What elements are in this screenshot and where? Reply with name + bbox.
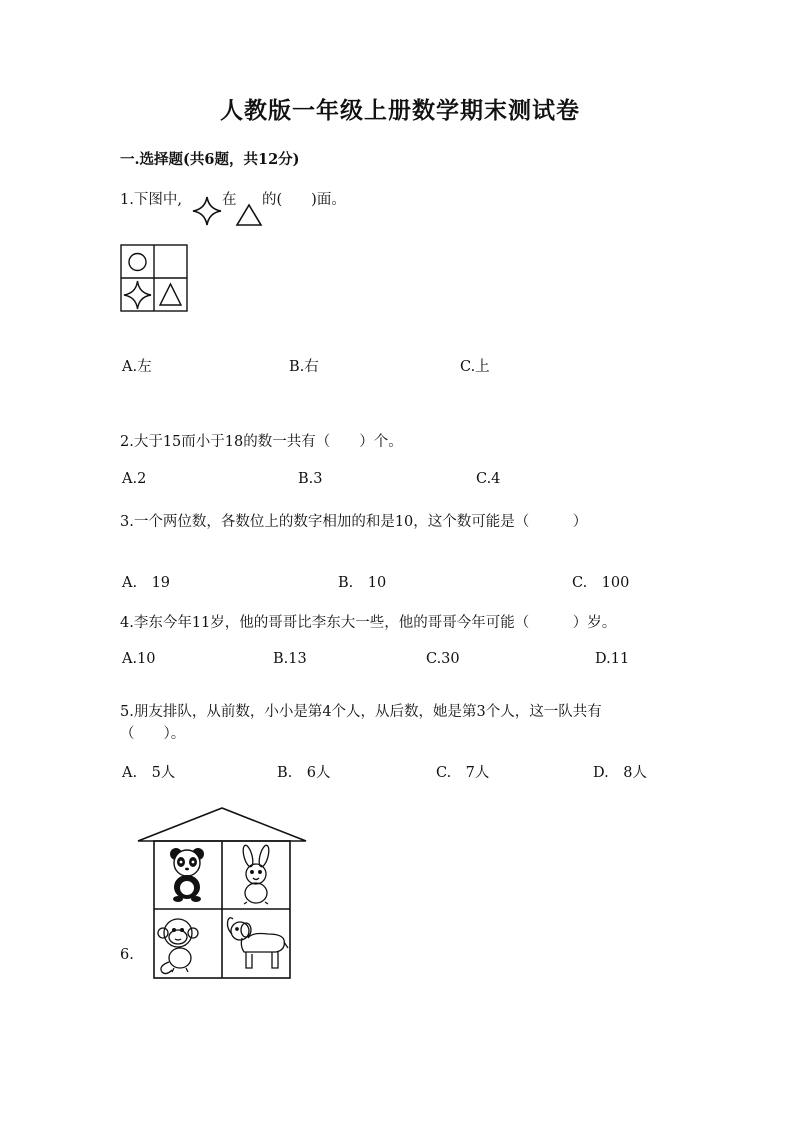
triangle-icon [160,284,181,305]
question-3-text: 3.一个两位数，各数位上的数字相加的和是10，这个数可能是（ ） [120,514,588,530]
option-a[interactable]: A. 19 [122,575,171,591]
option-d[interactable]: D. 8人 [593,765,647,781]
option-b[interactable]: B.13 [273,651,307,667]
page-title: 人教版一年级上册数学期末测试卷 [220,97,580,124]
option-c[interactable]: C. 7人 [436,765,490,781]
rabbit-icon [241,844,270,904]
option-a[interactable]: A. 5人 [122,765,176,781]
question-4-text: 4.李东今年11岁，他的哥哥比李东大一些，他的哥哥今年可能（ ）岁。 [120,615,617,631]
question-1-prefix: 1.下图中, [120,192,182,208]
option-a[interactable]: A.2 [122,471,147,487]
option-c[interactable]: C.30 [426,651,460,667]
question-2-text: 2.大于15而小于18的数一共有（ ）个。 [120,434,403,450]
panda-icon [170,848,204,902]
question-5-line1: 5.朋友排队，从前数，小小是第4个人，从后数，她是第3个人，这一队共有 [120,704,602,720]
section-heading: 一.选择题(共6题，共12分) [120,151,300,168]
star-icon [124,281,151,309]
option-b[interactable]: B. 10 [338,575,387,591]
question-5-line2: （ ）。 [120,726,186,742]
question-1-suffix: 的( )面。 [262,192,346,208]
option-b[interactable]: B.右 [289,359,319,375]
elephant-icon [228,918,289,968]
animal-house [136,806,308,981]
monkey-icon [158,919,198,974]
option-c[interactable]: C.上 [460,359,490,375]
star-icon [192,196,222,226]
option-c[interactable]: C.4 [476,471,501,487]
option-d[interactable]: D.11 [595,651,630,667]
triangle-icon [236,204,262,226]
question-1-mid: 在 [222,192,237,208]
position-grid [120,244,188,312]
option-c[interactable]: C. 100 [572,575,630,591]
circle-icon [129,254,146,271]
option-b[interactable]: B.3 [298,471,323,487]
option-a[interactable]: A.左 [122,359,152,375]
question-6-number: 6. [120,947,134,963]
option-a[interactable]: A.10 [122,651,156,667]
option-b[interactable]: B. 6人 [277,765,331,781]
